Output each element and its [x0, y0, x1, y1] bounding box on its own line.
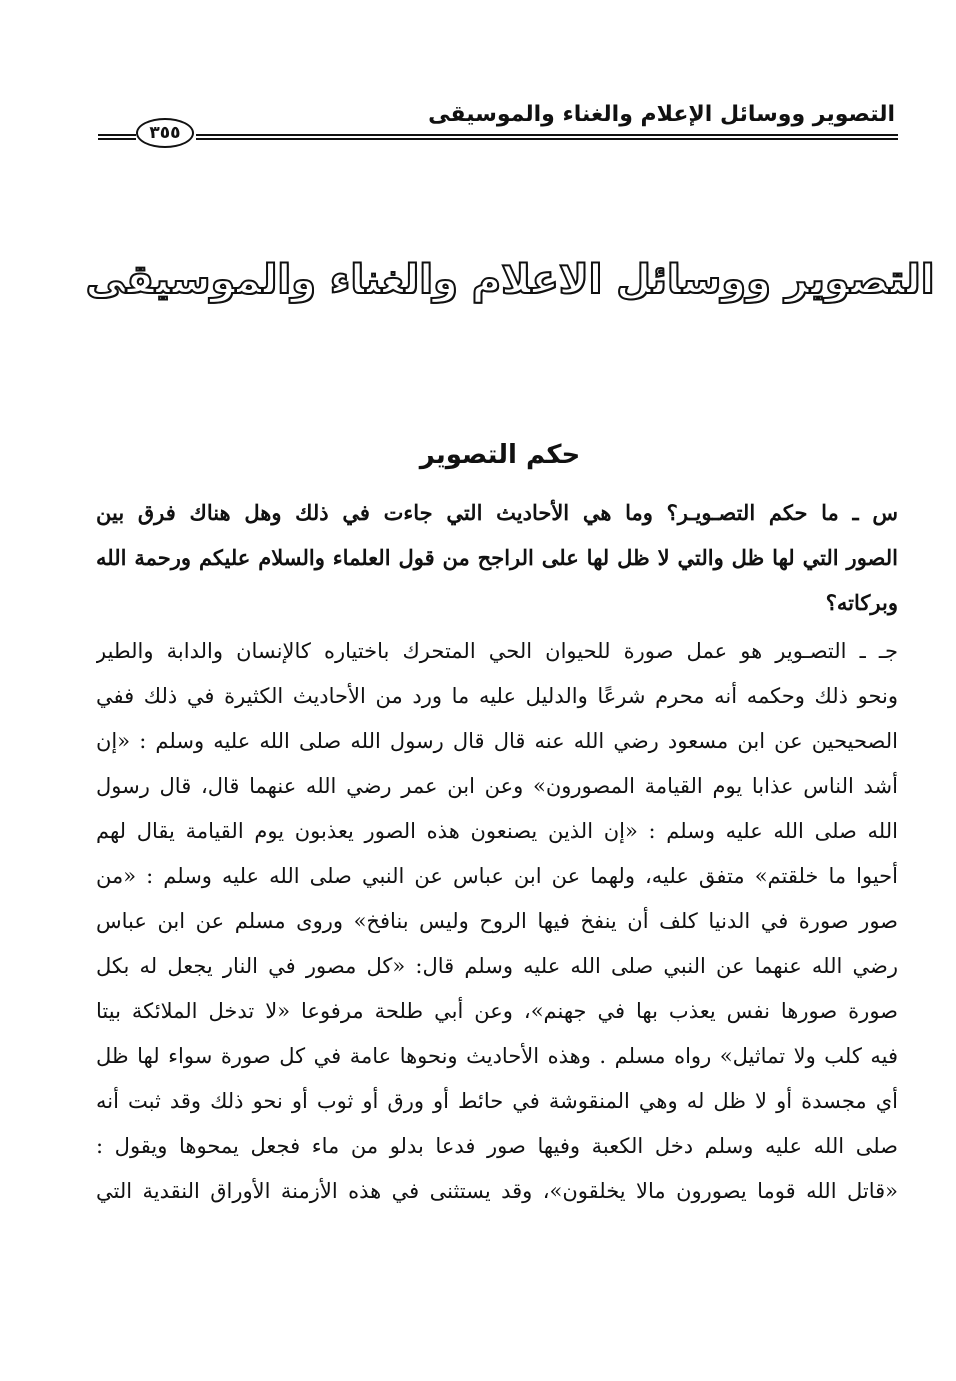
header-rule-left: [98, 134, 136, 140]
answer-line: أي مجسدة أو لا ظل له وهي المنقوشة في حائط أو ورق أو ثوب أو نحو ذلك وقد ثبت أنه: [96, 1089, 898, 1113]
body-text: [96, 490, 898, 1214]
answer-line: الله صلى الله عليه وسلم : «إن الذين يصنعون هذه الصور يعذبون يوم القيامة يقال لهم: [96, 819, 898, 843]
answer-line: ونحو ذلك وحكمه أنه محرم شرعًا والدليل عليه ما ورد من الأحاديث الكثيرة في ذلك ففي: [96, 684, 898, 708]
question-line: الصور التي لها ظل والتي لا ظل لها على الراجح من قول العلماء والسلام عليكم ورحمة الله: [96, 545, 898, 570]
question-line: س ـ ما حكم التصـويـر؟ وما هي الأحاديث التي جاءت في ذلك وهل هناك فرق بين: [96, 500, 898, 525]
page-number: ٣٥٥: [136, 118, 194, 148]
header-rule: [196, 134, 898, 140]
answer-line: صلى الله عليه وسلم دخل الكعبة وفيها صور فدعا بدلو من ماء فجعل يمحوها ويقول :: [96, 1134, 898, 1158]
answer-line: فيه كلب ولا تماثيل» رواه مسلم . وهذه الأحاديث ونحوها عامة في كل صورة سواء لها ظل: [96, 1044, 898, 1068]
running-title: التصوير ووسائل الإعلام والغناء والموسيقى: [428, 102, 895, 127]
answer-line: صور صورة في الدنيا كلف أن ينفخ فيها الروح وليس بنافخ» وروى مسلم عن ابن عباس: [96, 909, 898, 933]
chapter-heading: [85, 240, 935, 320]
section-heading: حكم التصوير: [419, 440, 581, 470]
answer-line: أشد الناس عذابا يوم القيامة المصورون» وعن ابن عمر رضي الله عنهما قال، قال رسول: [96, 774, 898, 798]
answer-line: الصحيحين عن ابن مسعود رضي الله عنه قال قال رسول الله صلى الله عليه وسلم : «إن: [96, 729, 898, 753]
answer-line: «قاتل الله قوما يصورون مالا يخلقون»، وقد يستثنى في هذه الأزمنة الأوراق النقدية التي: [96, 1179, 898, 1203]
answer-line: رضي الله عنهما عن النبي صلى الله عليه وسلم قال: «كل مصور في النار يجعل له بكل: [96, 954, 898, 978]
chapter-title: التصوير ووسائل الاعلام والغناء والموسيقى: [85, 257, 935, 303]
answer-line: جـ ـ التصـوير هو عمل صورة للحيوان الحي المتحرك باختياره كالإنسان والدابة والطير: [96, 639, 898, 663]
answer-line: أحيوا ما خلقتم» متفق عليه، ولهما عن ابن عباس عن النبي صلى الله عليه وسلم : «من: [96, 864, 898, 888]
answer-line: صورة صورها نفس يعذب بها في جهنم»، وعن أبي طلحة مرفوعا «لا تدخل الملائكة بيتا: [96, 999, 898, 1023]
question-line: وبركاته؟: [825, 590, 898, 615]
